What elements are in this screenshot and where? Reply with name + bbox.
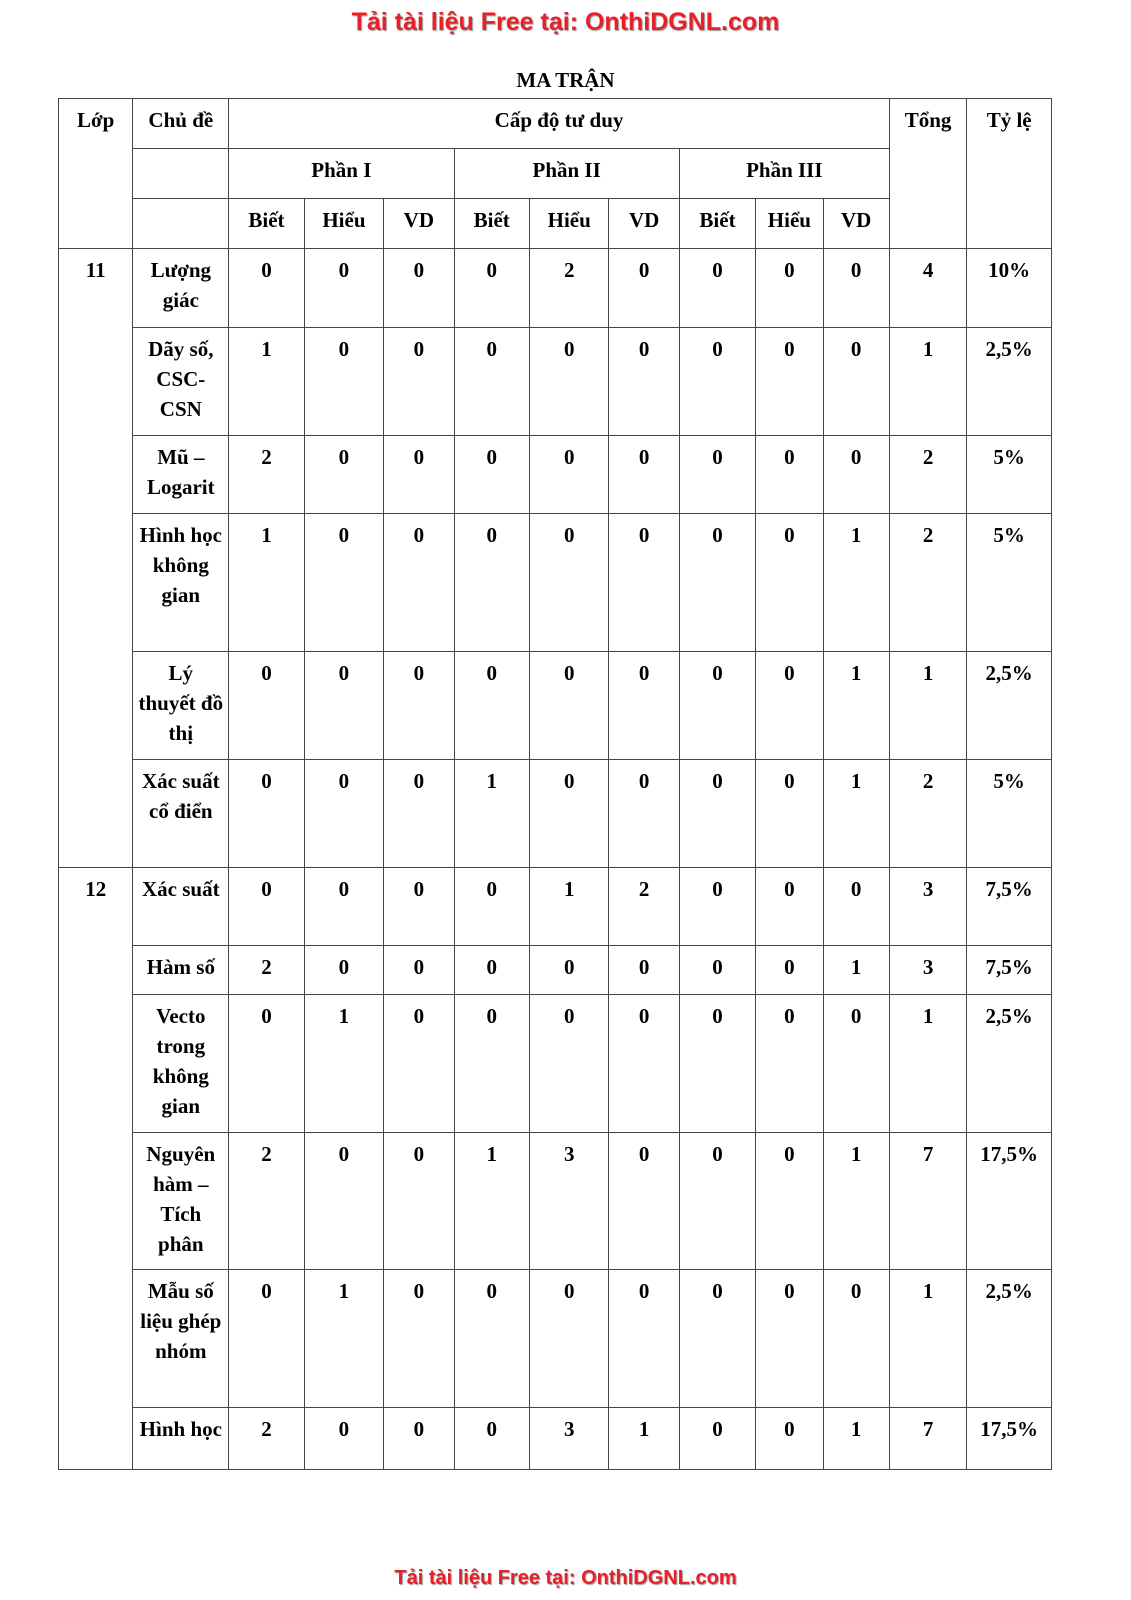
value-cell: 0 (679, 946, 755, 995)
value-cell: 0 (609, 514, 679, 652)
value-cell: 1 (454, 1133, 529, 1270)
value-cell: 0 (384, 995, 454, 1133)
value-cell: 0 (529, 514, 609, 652)
value-cell: 0 (454, 1270, 529, 1408)
value-cell: 0 (304, 1133, 384, 1270)
value-cell: 3 (529, 1133, 609, 1270)
value-cell: 0 (304, 328, 384, 436)
header-ty-le: Tỷ lệ (967, 99, 1052, 249)
value-cell: 0 (823, 868, 889, 946)
value-cell: 0 (454, 514, 529, 652)
value-cell: 2 (529, 249, 609, 328)
topic-cell: Dãy số, CSC-CSN (133, 328, 229, 436)
value-cell: 0 (384, 868, 454, 946)
tong-cell: 7 (889, 1408, 966, 1470)
ty-le-cell: 10% (967, 249, 1052, 328)
page-title: MA TRẬN (516, 68, 615, 92)
ty-le-cell: 2,5% (967, 995, 1052, 1133)
tong-cell: 1 (889, 995, 966, 1133)
header-tong: Tổng (889, 99, 966, 249)
value-cell: 0 (756, 436, 823, 514)
tong-cell: 1 (889, 652, 966, 760)
value-cell: 0 (679, 514, 755, 652)
value-cell: 1 (823, 1133, 889, 1270)
value-cell: 3 (529, 1408, 609, 1470)
header-sub-vd: VD (823, 199, 889, 249)
value-cell: 0 (529, 995, 609, 1133)
table-row (59, 436, 1052, 514)
topic-cell: Mẫu số liệu ghép nhóm (133, 1270, 229, 1408)
value-cell: 0 (679, 1133, 755, 1270)
topic-cell: Xác suất (133, 868, 229, 946)
value-cell: 0 (756, 328, 823, 436)
value-cell: 0 (609, 946, 679, 995)
value-cell: 0 (609, 436, 679, 514)
value-cell: 0 (384, 249, 454, 328)
value-cell: 0 (823, 436, 889, 514)
table-row (59, 1133, 1052, 1270)
table-row (59, 328, 1052, 436)
ty-le-cell: 5% (967, 760, 1052, 868)
value-cell: 1 (304, 995, 384, 1133)
tong-cell: 3 (889, 868, 966, 946)
header-sub-hieu: Hiểu (304, 199, 384, 249)
value-cell: 0 (609, 328, 679, 436)
header-cap-do: Cấp độ tư duy (229, 99, 890, 149)
value-cell: 0 (756, 995, 823, 1133)
header-lop: Lớp (59, 99, 133, 249)
value-cell: 0 (384, 1133, 454, 1270)
header-banner: Tải tài liệu Free tại: OnthiDGNL.com (351, 8, 780, 36)
topic-cell: Nguyên hàm – Tích phân (133, 1133, 229, 1270)
value-cell: 0 (384, 1408, 454, 1470)
value-cell: 0 (756, 1408, 823, 1470)
value-cell: 0 (679, 1408, 755, 1470)
value-cell: 0 (679, 995, 755, 1133)
topic-cell: Mũ – Logarit (133, 436, 229, 514)
value-cell: 0 (304, 514, 384, 652)
value-cell: 2 (609, 868, 679, 946)
table-row (59, 1270, 1052, 1408)
value-cell: 0 (679, 328, 755, 436)
header-sub-vd: VD (609, 199, 679, 249)
table-row (59, 760, 1052, 868)
topic-cell: Hình học không gian (133, 514, 229, 652)
value-cell: 0 (756, 760, 823, 868)
table-row (59, 868, 1052, 946)
tong-cell: 2 (889, 760, 966, 868)
table-row (59, 249, 1052, 328)
value-cell: 1 (229, 514, 304, 652)
lop-cell: 11 (59, 249, 133, 868)
header-sub-hieu: Hiểu (756, 199, 823, 249)
table-row (59, 652, 1052, 760)
value-cell: 0 (384, 760, 454, 868)
value-cell: 0 (229, 652, 304, 760)
value-cell: 0 (384, 328, 454, 436)
value-cell: 0 (454, 436, 529, 514)
value-cell: 0 (529, 436, 609, 514)
value-cell: 1 (529, 868, 609, 946)
value-cell: 0 (229, 995, 304, 1133)
topic-cell: Lý thuyết đồ thị (133, 652, 229, 760)
value-cell: 0 (679, 249, 755, 328)
header-blank-cell (133, 199, 229, 249)
tong-cell: 2 (889, 514, 966, 652)
value-cell: 0 (609, 249, 679, 328)
value-cell: 0 (229, 868, 304, 946)
value-cell: 0 (304, 946, 384, 995)
topic-cell: Xác suất cổ điển (133, 760, 229, 868)
value-cell: 0 (756, 514, 823, 652)
value-cell: 0 (679, 436, 755, 514)
tong-cell: 2 (889, 436, 966, 514)
ty-le-cell: 2,5% (967, 328, 1052, 436)
value-cell: 0 (384, 1270, 454, 1408)
value-cell: 0 (529, 1270, 609, 1408)
value-cell: 0 (384, 514, 454, 652)
value-cell: 0 (229, 760, 304, 868)
value-cell: 0 (756, 1270, 823, 1408)
value-cell: 1 (304, 1270, 384, 1408)
value-cell: 0 (679, 868, 755, 946)
value-cell: 0 (384, 946, 454, 995)
header-sub-biet: Biết (679, 199, 755, 249)
value-cell: 1 (823, 514, 889, 652)
table-row (59, 946, 1052, 995)
value-cell: 0 (756, 249, 823, 328)
topic-cell: Lượng giác (133, 249, 229, 328)
ty-le-cell: 5% (967, 436, 1052, 514)
value-cell: 1 (823, 652, 889, 760)
value-cell: 0 (454, 868, 529, 946)
tong-cell: 7 (889, 1133, 966, 1270)
value-cell: 0 (384, 436, 454, 514)
matrix-table (58, 98, 1052, 1470)
tong-cell: 4 (889, 249, 966, 328)
value-cell: 0 (529, 946, 609, 995)
value-cell: 0 (304, 868, 384, 946)
value-cell: 0 (304, 652, 384, 760)
topic-cell: Hình học (133, 1408, 229, 1470)
value-cell: 0 (454, 652, 529, 760)
header-sub-biet: Biết (229, 199, 304, 249)
value-cell: 0 (454, 1408, 529, 1470)
value-cell: 0 (304, 1408, 384, 1470)
tong-cell: 3 (889, 946, 966, 995)
value-cell: 0 (609, 652, 679, 760)
value-cell: 0 (609, 760, 679, 868)
header-phan-3: Phần III (679, 149, 889, 199)
value-cell: 0 (304, 760, 384, 868)
value-cell: 0 (679, 1270, 755, 1408)
value-cell: 0 (304, 249, 384, 328)
table-row (59, 1408, 1052, 1470)
lop-cell: 12 (59, 868, 133, 1470)
table-row (59, 995, 1052, 1133)
ty-le-cell: 7,5% (967, 946, 1052, 995)
header-phan-2: Phần II (454, 149, 679, 199)
topic-cell: Hàm số (133, 946, 229, 995)
value-cell: 0 (454, 249, 529, 328)
header-blank-cell (133, 149, 229, 199)
value-cell: 1 (454, 760, 529, 868)
value-cell: 1 (823, 946, 889, 995)
value-cell: 0 (609, 1133, 679, 1270)
header-sub-vd: VD (384, 199, 454, 249)
value-cell: 0 (823, 249, 889, 328)
value-cell: 0 (454, 995, 529, 1133)
ty-le-cell: 17,5% (967, 1408, 1052, 1470)
value-cell: 0 (529, 328, 609, 436)
ty-le-cell: 7,5% (967, 868, 1052, 946)
topic-cell: Vecto trong không gian (133, 995, 229, 1133)
value-cell: 1 (609, 1408, 679, 1470)
value-cell: 0 (756, 652, 823, 760)
value-cell: 0 (229, 249, 304, 328)
value-cell: 2 (229, 436, 304, 514)
ty-le-cell: 2,5% (967, 652, 1052, 760)
ty-le-cell: 2,5% (967, 1270, 1052, 1408)
value-cell: 0 (679, 760, 755, 868)
value-cell: 0 (229, 1270, 304, 1408)
value-cell: 0 (384, 652, 454, 760)
value-cell: 2 (229, 1408, 304, 1470)
header-chu-de: Chủ đề (133, 99, 229, 149)
tong-cell: 1 (889, 328, 966, 436)
value-cell: 0 (304, 436, 384, 514)
header-sub-hieu: Hiểu (529, 199, 609, 249)
value-cell: 0 (454, 946, 529, 995)
value-cell: 0 (756, 1133, 823, 1270)
value-cell: 0 (609, 1270, 679, 1408)
value-cell: 2 (229, 946, 304, 995)
tong-cell: 1 (889, 1270, 966, 1408)
ty-le-cell: 5% (967, 514, 1052, 652)
value-cell: 0 (609, 995, 679, 1133)
value-cell: 1 (823, 760, 889, 868)
value-cell: 0 (756, 868, 823, 946)
ty-le-cell: 17,5% (967, 1133, 1052, 1270)
footer-banner: Tải tài liệu Free tại: OnthiDGNL.com (394, 1567, 737, 1589)
value-cell: 0 (529, 652, 609, 760)
header-phan-1: Phần I (229, 149, 454, 199)
value-cell: 0 (756, 946, 823, 995)
value-cell: 0 (823, 328, 889, 436)
value-cell: 1 (229, 328, 304, 436)
value-cell: 0 (529, 760, 609, 868)
table-row (59, 514, 1052, 652)
value-cell: 1 (823, 1408, 889, 1470)
value-cell: 0 (823, 995, 889, 1133)
value-cell: 0 (454, 328, 529, 436)
value-cell: 0 (823, 1270, 889, 1408)
value-cell: 0 (679, 652, 755, 760)
value-cell: 2 (229, 1133, 304, 1270)
header-sub-biet: Biết (454, 199, 529, 249)
